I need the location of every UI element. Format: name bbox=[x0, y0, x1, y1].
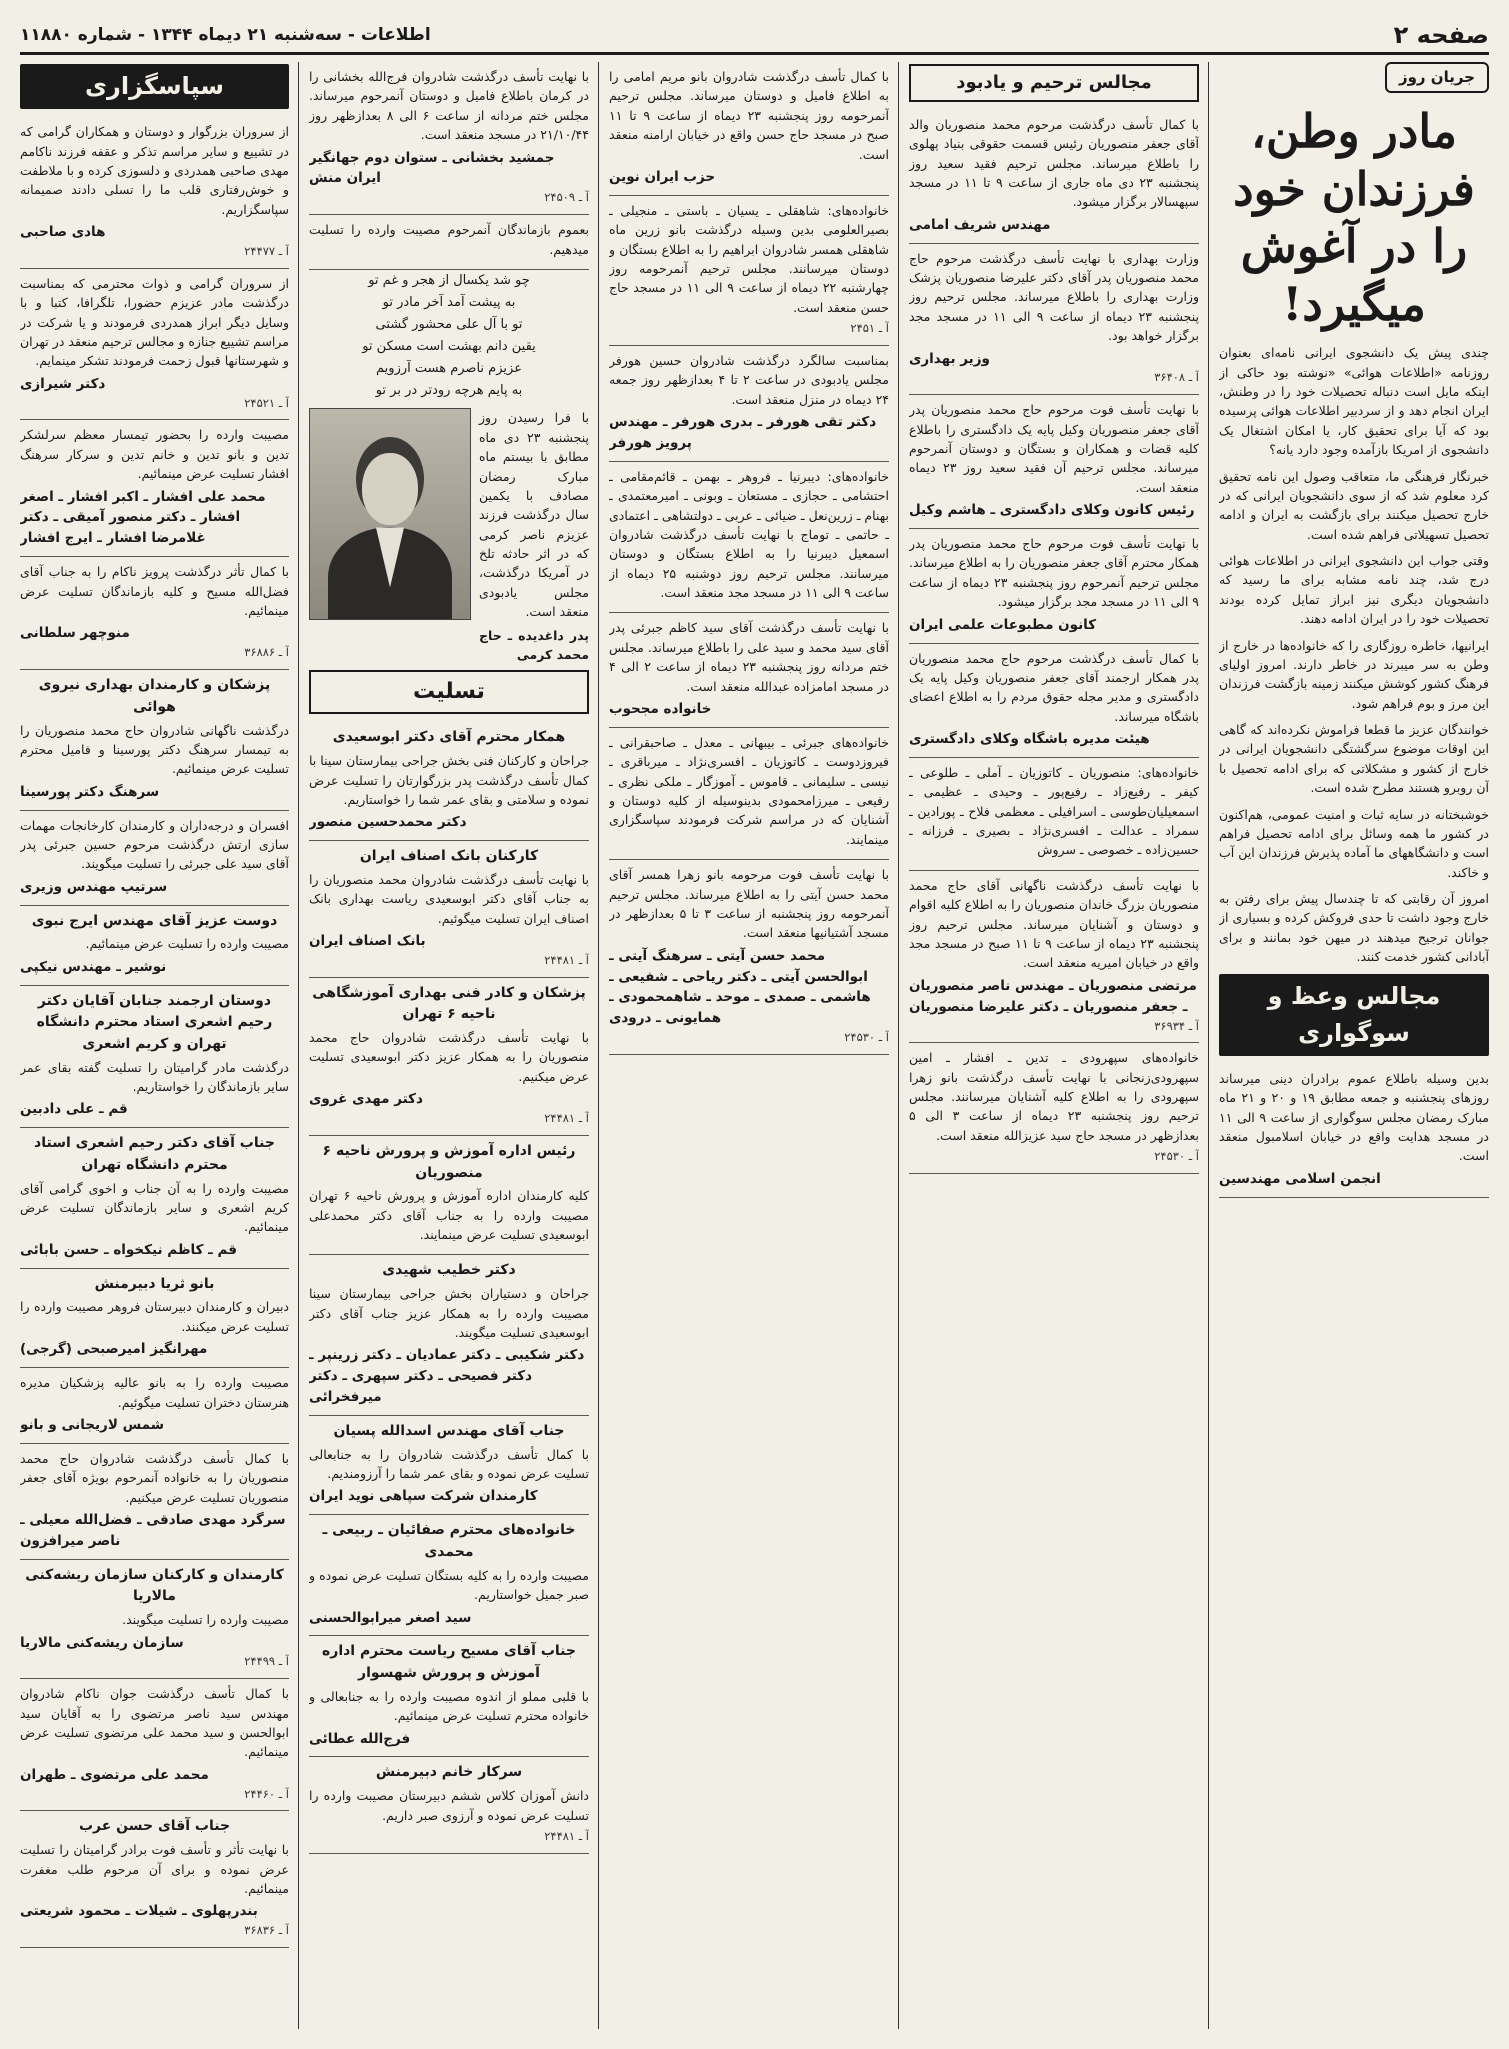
notice-item bbox=[20, 420, 289, 557]
notice-sig: قم ـ علی دادبین bbox=[20, 1101, 128, 1118]
notice-item bbox=[909, 395, 1199, 529]
notice-item bbox=[20, 670, 289, 810]
notice-item bbox=[20, 1679, 289, 1811]
notice-code: آ ـ ۳۶۸۳۶ bbox=[244, 1923, 289, 1938]
notice-item bbox=[909, 644, 1199, 758]
notice-body: با کمال تأسف درگذشت مرحوم محمد منصوریان والد آقای جعفر منصوریان رئیس قسمت حقوقی بنیاد پهلوی را باطلاع میرساند. مجلس ترحیم فقید سعید روز پنجشنبه ۲۳ دی ماه جاری از ساعت ۹ تا ۱۱ در مسجد سپهسالار برگزار میشود. bbox=[909, 116, 1199, 210]
notice-body: بعموم بازماندگان آنمرحوم مصیبت وارده را تسلیت میدهیم. bbox=[309, 222, 589, 257]
notice-body: مصیبت وارده را تسلیت میگویند. bbox=[122, 1612, 289, 1628]
notice-title: کارمندان و کارکنان سازمان ریشه‌کنی مالاریا bbox=[25, 1566, 284, 1605]
notice-body: خانواده‌های: منصوریان ـ کاتوزیان ـ آملی ـ طلوعی ـ کیفر ـ رفیع‌زاد ـ رفیع‌پور ـ وحیدی ـ عظیمی ـ اسمعیلیان‌طوسی ـ اسرافیلی ـ معظمی فلاح ـ پورادین ـ سمراد ـ عدالت ـ افسری‌نژاد ـ بصیری ـ فرزانه ـ حسین‌زاده ـ خصوصی ـ سروش bbox=[909, 764, 1199, 858]
memorial-poem bbox=[309, 270, 589, 403]
notice-sig: بانک اصناف ایران bbox=[309, 932, 426, 949]
notice-item bbox=[20, 906, 289, 986]
notice-body: مصیبت وارده را به بانو عالیه پزشکیان مدیره هنرستان دختران تسلیت میگوئیم. bbox=[20, 1375, 289, 1410]
notice-body: با کمال تأسف درگذشت شادروان را به جنابعالی تسلیت عرض نموده و بقای عمر شما را آرزومندیم. bbox=[309, 1446, 589, 1482]
condolence-section-title: تسلیت bbox=[309, 670, 589, 714]
column-thanks bbox=[20, 62, 289, 2029]
notice-sig: دکتر شکیبی ـ دکتر عمادیان ـ دکتر زرینپر ـ دکتر فصیحی ـ دکتر سپهری ـ دکتر میرفخرائی bbox=[309, 1347, 585, 1406]
column-divider bbox=[598, 62, 599, 2029]
notice-code: آ ـ ۲۴۵۳۰ bbox=[1154, 1149, 1199, 1164]
notice-sig: مهرانگیز امیرصبحی (گرجی) bbox=[20, 1341, 208, 1358]
notice-body: با نهایت تأسف فوت مرحوم حاج محمد منصوریان پدر آقای جعفر منصوریان وکیل پایه یک دادگستری را باطلاع کلیه قضات و همکاران و بستگان و دوستان آنمرحوم میرساند. مجلس ترحیم آن فقید سعید روز ۲۳ دیماه منعقد است. bbox=[909, 402, 1199, 495]
notice-title: پزشکان و کادر فنی بهداری آموزشگاهی ناحیه ۶ تهران bbox=[312, 984, 586, 1023]
column-memorials bbox=[909, 62, 1199, 2029]
column-divider bbox=[298, 62, 299, 2029]
notice-body: درگذشت ناگهانی شادروان حاج محمد منصوریان را به تیمسار سرهنگ دکتر پورسینا و فامیل محترم تسلیت عرض مینمائیم. bbox=[20, 722, 289, 777]
notice-sig: دکتر تقی هورفر ـ بدری هورفر ـ مهندس پرویز هورفر bbox=[609, 413, 877, 451]
notice-item bbox=[909, 758, 1199, 871]
notice-item bbox=[20, 986, 289, 1129]
photo-caption bbox=[479, 408, 589, 664]
notice-sig: کارمندان شرکت سپاهی نوید ایران bbox=[309, 1488, 538, 1505]
notice-item bbox=[609, 613, 889, 727]
notice-sig: دکتر مهدی غروی bbox=[309, 1091, 423, 1108]
notice-item bbox=[309, 1136, 589, 1256]
notice-code: آ ـ ۲۴۴۸۱ bbox=[544, 952, 589, 967]
notice-code: آ ـ ۳۶۴۰۸ bbox=[1154, 370, 1199, 385]
notice-sig: دکتر محمدحسین منصور bbox=[309, 814, 467, 831]
notice-body: مصیبت وارده را به آن جناب و اخوی گرامی آقای کریم اشعری و سایر بازماندگان تسلیت عرض مینمائیم. bbox=[20, 1180, 289, 1235]
thanks-section-title: سپاسگزاری bbox=[20, 64, 289, 109]
notice-code: آ ـ ۲۴۵۰۹ bbox=[544, 190, 589, 205]
poem-line: تو با آل علی محشور گشتی bbox=[375, 317, 523, 333]
notice-sig: سرهنگ دکتر پورسینا bbox=[20, 783, 160, 800]
notice-body: با نهایت تأسف درگذشت آقای سید کاظم جبرئی پدر آقای سید محمد و سید علی را باطلاع میرساند. مجلس ختم مردانه روز پنجشنبه ۲۳ دیماه از ساعت ۲ الی ۴ در مسجد امامزاده عبدالله منعقد است. bbox=[609, 620, 889, 694]
notice-item bbox=[609, 462, 889, 614]
poem-line: به پایم هرچه رودتر در بر تو bbox=[375, 383, 523, 399]
notice-sig: فرج‌الله عطائی bbox=[309, 1730, 411, 1747]
notice-item bbox=[20, 269, 289, 421]
notice-title: کارکنان بانک اصناف ایران bbox=[359, 848, 539, 865]
editorial-paragraph: خوانندگان عزیز ما قطعا فراموش نکرده‌اند که گاهی این اوقات موضوع سرگشتگی دانشجویان ایرانی در خارج از کشور و مشکلاتی که برای ادامه تحصیل با آن روبرو هستند مطرح شده است. bbox=[1219, 722, 1489, 796]
photo-signature: پدر داغدیده ـ حاج محمد کرمی bbox=[479, 627, 589, 662]
column-divider bbox=[898, 62, 899, 2029]
notice-body: با کمال تأسف درگذشت مرحوم حاج محمد منصوریان پدر همکار ارجمند آقای جعفر منصوریان وکیل پایه یک دادگستری و مدیر مجله حقوق مردم را به اطلاع اعضای باشگاه میرساند. bbox=[909, 650, 1199, 724]
notice-item bbox=[309, 215, 589, 270]
sermon-notice bbox=[1219, 1064, 1489, 1198]
notice-body: با نهایت تأسف درگذشت شادروان حاج محمد منصوریان را به همکار عزیز دکتر ابوسعیدی تسلیت عرض میکنیم. bbox=[309, 1030, 589, 1084]
notice-sig: مهندس شریف امامی bbox=[909, 216, 1051, 233]
kicker-label: جریان روز bbox=[1385, 62, 1489, 93]
notice-body: با نهایت تأسف فوت مرحوم حاج محمد منصوریان پدر همکار محترم آقای جعفر منصوریان را به اطلاع میرساند. مجلس ترحیم آنمرحوم روز پنجشنبه ۲۳ دیماه از ساعت ۹ الی ۱۱ در مسجد مجد برگزار میشود. bbox=[909, 536, 1199, 610]
editorial-headline: مادر وطن، فرزندان خود را در آغوش میگیرد! bbox=[1233, 104, 1475, 331]
notice-code: آ ـ ۲۴۵۱ bbox=[850, 321, 889, 336]
notice-code: آ ـ ۲۴۴۷۷ bbox=[244, 243, 289, 258]
notice-item bbox=[609, 62, 889, 196]
notice-item bbox=[20, 557, 289, 670]
editorial-body bbox=[1219, 343, 1489, 966]
notice-body: خانواده‌های: دیبرنیا ـ فروهر ـ بهمن ـ قائم‌مقامی ـ احتشامی ـ حجازی ـ مستعان ـ وبونی ـ امیرمعتمدی ـ بهنام ـ زرین‌نعل ـ ضیائی ـ عربی ـ دولتشاهی ـ اعتمادی ـ حاتمی ـ توماج با نهایت تأسف درگذشت شادروان اسمعیل دیبرنیا را به اطلاع بستگان و دوستان میرسانند. مجلس ترحیم روز دوشنبه ۲۵ دیماه از ساعت ۹ الی ۱۱ در مسجد مجد منعقد است. bbox=[609, 468, 889, 601]
notice-body: با نهایت تأسف فوت مرحومه بانو زهرا همسر آقای محمد حسن آیتی را به اطلاع میرساند. مجلس ترحیم آنمرحومه روز پنجشنبه از ساعت ۳ تا ۵ بعدازظهر در مسجد آشتیانیها منعقد است. bbox=[609, 867, 889, 941]
column-memorials-2 bbox=[609, 62, 889, 2029]
sermon-signature: انجمن اسلامی مهندسین bbox=[1219, 1170, 1381, 1187]
notice-item bbox=[609, 196, 889, 346]
editorial-paragraph: ایرانیها، خاطره روزگاری را که خانواده‌ها در خارج از وطن به سر میبرند در خاطر دارند. امروز اولیای فرهنگ کشور کوشش میکنند زمینه بازگشت فرزندان این مرز و بوم فراهم شود. bbox=[1219, 637, 1489, 711]
notice-body: بمناسبت سالگرد درگذشت شادروان حسین هورفر مجلس یادبودی در ساعت ۲ تا ۴ بعدازظهر روز جمعه ۲۴ دیماه در منزل منعقد است. bbox=[609, 352, 889, 407]
page-number: صفحه ۲ bbox=[1393, 21, 1489, 49]
notice-title: سرکار خانم دبیرمنش bbox=[375, 1764, 523, 1781]
notice-item bbox=[609, 728, 889, 860]
condolence-list bbox=[309, 722, 589, 1853]
notice-title: جناب آقای مسیح ریاست محترم اداره آموزش و پرورش شهسوار bbox=[322, 1643, 576, 1682]
page-header bbox=[20, 18, 1489, 55]
notice-title: جناب آقای دکتر رحیم اشعری استاد محترم دانشگاه تهران bbox=[34, 1135, 275, 1174]
notice-body: با کمال تأثر درگذشت پرویز ناکام را به جناب آقای فضل‌الله مسیح و کلیه بازماندگان تسلیت عرض مینمائیم. bbox=[20, 564, 289, 619]
notice-body: وزارت بهداری با نهایت تأسف درگذشت مرحوم حاج محمد منصوریان پدر آقای دکتر علیرضا منصوریان پزشک وزارت بهداری را باطلاع میرساند. مجلس ترحیم روز پنجشنبه ۲۳ دیماه از ساعت ۹ الی ۱۱ در مسجد مجد برگزار خواهد بود. bbox=[909, 250, 1199, 344]
notice-body: جراحان و دستیاران بخش جراحی بیمارستان سینا مصیبت وارده را به همکار عزیز جناب آقای دکتر ابوسعیدی تسلیت میگویند. bbox=[309, 1286, 589, 1340]
notice-item bbox=[20, 1811, 289, 1948]
notice-body: با کمال تأسف درگذشت شادروان حاج محمد منصوریان را به خانواده آنمرحوم بویژه آقای جعفر منصوریان تسلیت عرض میکنیم. bbox=[20, 1450, 289, 1505]
notice-body: دانش آموزان کلاس ششم دبیرستان مصیبت وارده را تسلیت عرض نموده و آرزوی صبر داریم. bbox=[309, 1788, 589, 1823]
thanks-list bbox=[20, 117, 289, 1948]
memorial-section-title: مجالس ترحیم و یادبود bbox=[909, 64, 1199, 102]
portrait-photo bbox=[309, 408, 471, 620]
memorial-list bbox=[609, 62, 889, 1055]
notice-sig: شمس لاریجانی و بانو bbox=[20, 1416, 164, 1433]
notice-body: با نهایت تأثر و تأسف فوت برادر گرامیتان را تسلیت عرض نموده و برای آن مرحوم طلب مغفرت مینمائیم. bbox=[20, 1842, 289, 1896]
notice-sig: رئیس کانون وکلای دادگستری ـ هاشم وکیل bbox=[909, 502, 1195, 519]
editorial-paragraph: چندی پیش یک دانشجوی ایرانی نامه‌ای بعنوان روزنامه «اطلاعات هوائی» «نوشته بود حاکی از اینکه مایل است دنباله تحصیلات خود را در وطنش، ایران انجام دهد و از سردبیر اطلاعات هوائی پرسیده بود که آیا برای تحقیق کار، یا امکان اشتغال یک دانشجوی از امریکا بازآمده وجود دارد یانه؟ bbox=[1219, 345, 1489, 458]
notice-sig: نوشیر ـ مهندس نیکپی bbox=[20, 958, 167, 975]
notice-sig: سید اصغر میرابوالحسنی bbox=[309, 1609, 472, 1626]
column-condolences bbox=[309, 62, 589, 2029]
poem-line: عزیزم ناصرم هست آرزویم bbox=[376, 361, 522, 377]
notice-item bbox=[309, 1255, 589, 1416]
editorial-paragraph: خبرنگار فرهنگی ما، متعاقب وصول این نامه تحقیق کرد معلوم شد که از سوی دانشجویان ایرانی که در خارج تحصیل میکنند برای بازگشت به ایران و ادامه تحصیل تسهیلاتی فراهم شده است. bbox=[1219, 468, 1489, 542]
notice-title: رئیس اداره آموزش و پرورش ناحیه ۶ منصوریان bbox=[322, 1142, 576, 1181]
notice-item bbox=[309, 978, 589, 1136]
notice-body: خانواده‌های سپهرودی ـ تدین ـ افشار ـ امین سپهرودی‌زنجانی با نهایت تأسف درگذشت بانو زهرا سپهرودی را به اطلاع کلیه آشنایان میرسانند. مجلس ترحیم روز پنجشنبه ۲۳ دیماه از ساعت ۳ الی ۵ بعدازظهر در مسجد حاج سید عزیزالله منعقد است. bbox=[909, 1050, 1199, 1143]
top-notices bbox=[309, 62, 589, 270]
photo-notice bbox=[309, 408, 589, 664]
notice-body: مصیبت وارده را به کلیه بستگان تسلیت عرض نموده و صبر جمیل خواستاریم. bbox=[309, 1567, 589, 1603]
column-editorial bbox=[1219, 62, 1489, 2029]
notice-sig: محمد علی مرتضوی ـ طهران bbox=[20, 1766, 209, 1783]
notice-sig: خانواده مجحوب bbox=[609, 700, 712, 717]
editorial-paragraph: خوشبختانه در سایه ثبات و امنیت عمومی، هم‌اکنون در کشور ما همه وسائل برای ادامه تحصیل فراهم است و دانشگاههای ما آماده پذیرش فرزندان این آب و خاکند. bbox=[1219, 806, 1489, 880]
notice-body: با کمال تأسف درگذشت جوان ناکام شادروان مهندس سید ناصر مرتضوی را به آقایان سید ابوالحسن و سید محمد علی مرتضوی تسلیت عرض مینمائیم. bbox=[20, 1686, 289, 1760]
masthead: اطلاعات - سه‌شنبه ۲۱ دیماه ۱۳۴۴ - شماره ۱۱۸۸۰ bbox=[20, 25, 431, 45]
notice-item bbox=[309, 841, 589, 978]
notice-sig: هادی صاحبی bbox=[20, 224, 106, 241]
notice-item bbox=[909, 244, 1199, 396]
notice-item bbox=[20, 1128, 289, 1268]
notice-title: پزشکان و کارمندان بهداری نیروی هوائی bbox=[38, 677, 271, 715]
notice-item bbox=[309, 1757, 589, 1853]
notice-item bbox=[609, 346, 889, 462]
notice-sig: سازمان ریشه‌کنی مالاریا bbox=[20, 1634, 184, 1651]
editorial-paragraph: وقتی جواب این دانشجوی ایرانی در اطلاعات هوائی درج شد، چند نامه مشابه برای ما رسید که دانشجویان دیگری نیز ابراز تمایل کرده بودند تحصیلات خود را در ایران ادامه دهند. bbox=[1219, 553, 1489, 627]
notice-code: آ ـ ۲۴۴۶۰ bbox=[244, 1786, 289, 1801]
notice-sig: کانون مطبوعات علمی ایران bbox=[909, 616, 1097, 633]
notice-body: خانواده‌های جبرئی ـ بیبهانی ـ معدل ـ صاحبقرانی ـ فیروزدوست ـ کاتوزیان ـ افسری‌نژاد ـ میرباقری ـ نیسی ـ سلیمانی ـ قاموس ـ آموزگار ـ ملکی نظری ـ رفیعی ـ میرزامحمودی بدینوسیله از کلیه دوستان و آشنایان که در مراسم شرکت فرمودند سپاسگزاری مینمایند. bbox=[609, 734, 889, 847]
poem-line: یقین دانم بهشت است مسکن تو bbox=[362, 339, 536, 355]
notice-title: بانو ثریا دبیرمنش bbox=[94, 1275, 215, 1292]
notice-item bbox=[909, 871, 1199, 1044]
notice-body: مصیبت وارده را تسلیت عرض مینمائیم. bbox=[85, 936, 289, 952]
notice-sig: دکتر شیرازی bbox=[20, 375, 106, 392]
notice-title: جناب آقای مهندس اسدالله پسیان bbox=[333, 1423, 565, 1440]
notice-body: کلیه کارمندان اداره آموزش و پرورش ناحیه ۶ تهران مصیبت وارده را به جناب آقای دکتر محمدعلی ابوسعیدی تسلیت عرض مینمایند. bbox=[309, 1188, 589, 1243]
notice-item bbox=[20, 1560, 289, 1679]
notice-body: افسران و درجه‌داران و کارمندان کارخانجات مهمات سازی ارتش درگذشت مرحوم حسین جبرئی پدر آقای سید علی جبرئی را تسلیت میگویند. bbox=[20, 817, 289, 872]
notice-sig: جمشید بخشانی ـ ستوان دوم جهانگیر ایران منش bbox=[309, 149, 555, 187]
notice-code: آ ـ ۲۴۴۹۹ bbox=[244, 1654, 289, 1669]
notice-body: با نهایت تأسف درگذشت شادروان محمد منصوریان را به جناب آقای دکتر ابوسعیدی ریاست بهداری بانک اصناف ایران تسلیت میگوئیم. bbox=[309, 871, 589, 926]
notice-sig: منوچهر سلطانی bbox=[20, 625, 130, 642]
notice-title: همکار محترم آقای دکتر ابوسعیدی bbox=[332, 729, 566, 746]
notice-body: با نهایت تأسف درگذشت ناگهانی آقای حاج محمد منصوریان بزرگ خاندان منصوریان را به اطلاع کلیه اقوام و دوستان و آشنایان میرساند. مجلس ترحیم روز پنجشنبه ۲۳ دیماه از ساعت ۹ تا ۱۱ صبح در مسجد مجد واقع در خیابان امیریه منعقد است. bbox=[909, 877, 1199, 971]
notice-title: دوستان ارجمند جنابان آقایان دکتر رحیم اشعری استاد محترم دانشگاه تهران و کریم اشعری bbox=[36, 992, 273, 1052]
poem-line: چو شد یکسال از هجر و غم تو bbox=[368, 272, 530, 288]
notice-sig: هیئت مدیره باشگاه وکلای دادگستری bbox=[909, 731, 1150, 748]
notice-body: با کمال تأسف درگذشت شادروان بانو مریم امامی را به اطلاع فامیل و دوستان میرساند. مجلس ترحیم آنمرحومه روز پنجشنبه ۲۳ دیماه از ساعت ۹ تا ۱۱ صبح در مسجد حاج حسن واقع در خیابان ارامنه منعقد است. bbox=[609, 69, 889, 162]
notice-sig: مرتضی منصوریان ـ مهندس ناصر منصوریان ـ جعفر منصوریان ـ دکتر علیرضا منصوریان bbox=[909, 977, 1197, 1015]
notice-code: آ ـ ۲۴۴۸۱ bbox=[544, 1828, 589, 1843]
notice-code: آ ـ ۳۶۸۸۶ bbox=[244, 645, 289, 660]
notice-body: دبیران و کارمندان دبیرستان فروهر مصیبت وارده را تسلیت عرض میکنند. bbox=[20, 1299, 289, 1334]
notice-sig: محمد حسن آیتی ـ سرهنگ آیتی ـ ابوالحسن آیتی ـ دکتر ریاحی ـ شفیعی ـ هاشمی ـ صمدی ـ موحد ـ شاهمحمودی ـ همایونی ـ درودی bbox=[609, 947, 871, 1027]
notice-item bbox=[909, 1043, 1199, 1174]
notice-code: آ ـ ۲۴۵۲۱ bbox=[244, 395, 289, 410]
notice-item bbox=[20, 1368, 289, 1444]
notice-sig: وزیر بهداری bbox=[909, 350, 990, 367]
notice-item bbox=[309, 722, 589, 841]
sermon-section-title: مجالس وعظ و سوگواری bbox=[1219, 974, 1489, 1056]
notice-body: با قلبی مملو از اندوه مصیبت وارده را به جنابعالی و خانواده محترم تسلیت عرض مینمائیم. bbox=[309, 1688, 589, 1724]
notice-item bbox=[309, 1636, 589, 1757]
notice-body: جراحان و کارکنان فنی بخش جراحی بیمارستان سینا با کمال تأسف درگذشت پدر بزرگوارتان را تسلیت عرض نموده و سلامتی و بقای عمر شما را خواستاریم. bbox=[309, 753, 589, 807]
notice-item bbox=[20, 811, 289, 906]
notice-sig: بندرپهلوی ـ شیلات ـ محمود شریعتی bbox=[20, 1903, 258, 1920]
photo-caption-text: با فرا رسیدن روز پنجشنبه ۲۳ دی ماه مطابق با بیستم ماه مبارک رمضان مصادف با یکمین سال درگذشت فرزند عزیزم ناصر کرمی که در اثر حادثه تلخ در آمریکا درگذشت، مجلس یادبودی منعقد است. bbox=[479, 410, 589, 620]
notice-code: آ ـ ۲۴۵۳۰ bbox=[844, 1030, 889, 1045]
notice-title: دوست عزیز آقای مهندس ایرج نبوی bbox=[31, 912, 278, 929]
column-divider bbox=[1208, 62, 1209, 2029]
editorial-paragraph: امروز آن رقابتی که تا چندسال پیش برای رفتن به خارج وجود داشت تا حدی فروکش کرده و بسیاری از جوانان ترجیح میدهند در میهن خود بمانند و برای آبادانی کشور خدمت کنند. bbox=[1219, 891, 1489, 965]
memorial-list bbox=[909, 110, 1199, 1174]
notice-item bbox=[20, 1269, 289, 1368]
notice-body: خانواده‌های: شاهقلی ـ یسیان ـ باستی ـ منجیلی ـ بصیرالعلومی بدین وسیله درگذشت بانو زرین ماه شاهقلی همسر شادروان ابراهیم را به اطلاع بستگان و دوستان میرسانند. مجلس ترحیم آنمرحومه روز چهارشنبه ۲۲ دیماه از ساعت ۹ الی ۱۱ در مسجد حاج حسن منعقد است. bbox=[609, 202, 889, 315]
notice-item bbox=[309, 1416, 589, 1515]
notice-sig: قم ـ کاظم نیکخواه ـ حسن بابائی bbox=[20, 1241, 237, 1258]
notice-item bbox=[20, 117, 289, 269]
notice-sig: محمد علی افشار ـ اکبر افشار ـ اصغر افشار ـ دکتر منصور آمیقی ـ دکتر غلامرضا افشار ـ ایرج افشار bbox=[20, 488, 266, 547]
notice-sig: سرتیپ مهندس وزیری bbox=[20, 878, 168, 895]
notice-item bbox=[609, 860, 889, 1055]
notice-code: آ ـ ۳۶۹۳۴ bbox=[1154, 1018, 1199, 1033]
notice-body: از سروران گرامی و ذوات محترمی که بمناسبت درگذشت مادر عزیزم حضورا، تلگرافا، کتبا و با وسایل دیگر ابراز همدردی فرمودند و یا شرکت در مراسم تشییع جنازه و مجالس ترحیم منعقد در تهران و شهرستانها قبول زحمت فرمودند تشکر مینمایم. bbox=[20, 275, 289, 369]
sermon-text: بدین وسیله باطلاع عموم برادران دینی میرساند روزهای پنجشنبه و جمعه مطابق ۱۹ و ۲۰ و ۲۱ ماه مبارک رمضان مجلس سوگواری از ساعت ۹ الی ۱۱ در مسجد هدایت واقع در خیابان اسلامبول منعقد است. bbox=[1219, 1070, 1489, 1164]
notice-title: جناب آقای حسن عرب bbox=[78, 1818, 231, 1835]
notice-item bbox=[20, 1444, 289, 1560]
notice-item bbox=[909, 110, 1199, 244]
notice-title: دکتر خطیب شهیدی bbox=[382, 1262, 516, 1279]
notice-sig: حزب ایران نوین bbox=[609, 168, 716, 185]
notice-body: از سروران بزرگوار و دوستان و همکاران گرامی که در تشییع و سایر مراسم تذکر و عقفه فرزند ناکامم مهدی صاحبی همدردی و دلسوزی کرده و با ملاطفت و خوش‌رفتاری قلب ما را تسلی دادند صمیمانه سپاسگزاریم. bbox=[20, 124, 289, 217]
notice-sig: سرگرد مهدی صادقی ـ فضل‌الله معیلی ـ ناصر میرافزون bbox=[20, 1511, 286, 1549]
notice-body: درگذشت مادر گرامیتان را تسلیت گفته بقای عمر سایر بازماندگان را خواستاریم. bbox=[20, 1059, 289, 1095]
notice-item bbox=[309, 62, 589, 215]
notice-item bbox=[309, 1515, 589, 1636]
notice-body: با نهایت تأسف درگذشت شادروان فرج‌الله بخشانی را در کرمان باطلاع فامیل و دوستان آنمرحوم میرساند. مجلس ختم مردانه از ساعت ۶ الی ۸ بعدازظهر روز ۲۱/۱۰/۴۴ در مسجد منعقد است. bbox=[309, 69, 589, 143]
notice-body: مصیبت وارده را بحضور تیمسار معظم سرلشکر تدین و بانو تدین و خانم تدین و سرکار سرهنگ افشار تسلیت عرض مینمائیم. bbox=[20, 427, 289, 482]
notice-code: آ ـ ۲۴۴۸۱ bbox=[544, 1111, 589, 1126]
notice-title: خانواده‌های محترم صفائیان ـ ربیعی ـ محمدی bbox=[322, 1522, 576, 1561]
poem-line: به پیشت آمد آخر مادر تو bbox=[382, 295, 516, 310]
notice-item bbox=[909, 529, 1199, 643]
